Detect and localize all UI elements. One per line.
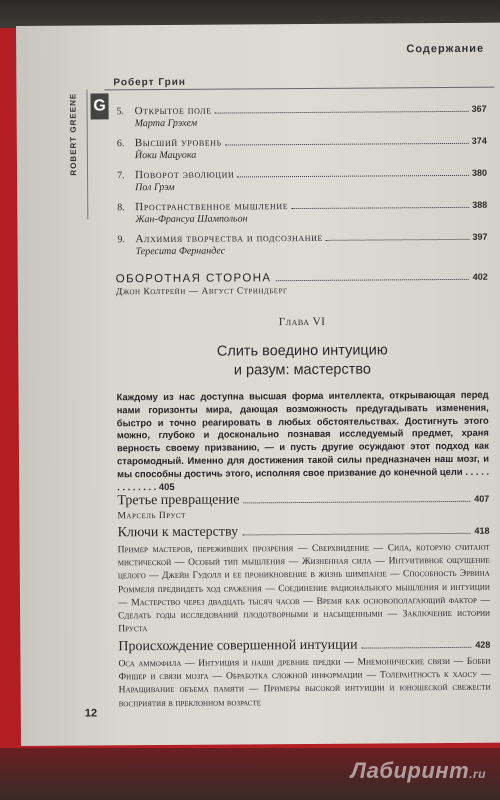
toc-entry-reverse[interactable] (116, 271, 488, 298)
entry-number: 6. (116, 138, 125, 150)
entry-title: Высший уровень (134, 136, 222, 150)
entry-author: Марта Грэхем (134, 117, 198, 130)
toc-entry[interactable] (117, 135, 487, 162)
entry-number: 7. (117, 170, 125, 182)
entry-page: 407 (474, 493, 490, 504)
entry-description: Пример мастеров, переживших прозрения — Сверхвидение — Сила, которую считают мистической — Особый тип мышления — Жизненная сила — Интуитивное ощущение целого — Джейн Гудолл и ее проникновение в жизнь шимпанзе — Способность Эрвина Роммеля предвидеть ход сражения — Соединение рационального мышления и интуиции — Мастерство через двадцать тысяч часов — Время как основополагающий фактор — Сделать годы исследований плодотворными и насыщенными — Заключение истории Пруста (117, 541, 491, 635)
entry-page: 405 (158, 480, 175, 492)
watermark-tld: .ru (469, 767, 486, 781)
leader-dots (362, 647, 472, 649)
entry-title: Пространственное мышление (135, 200, 289, 214)
toc-entry[interactable] (117, 199, 487, 226)
toc-section-perfect-intuition[interactable] (118, 637, 490, 710)
page-number: 12 (84, 707, 98, 720)
g-logo-icon: G (90, 93, 108, 119)
toc-section-third-transformation[interactable] (117, 491, 489, 522)
entry-title: Алхимия творчества и подсознание (135, 231, 324, 246)
leader-dots (242, 533, 470, 536)
entry-title: Ключи к мастерству (117, 524, 239, 541)
toc-section-keys-to-mastery[interactable] (117, 523, 490, 636)
chapter-intro (117, 389, 490, 494)
entry-title: Происхождение совершенной интуиции (118, 637, 358, 655)
chapter-label: Глава VI (278, 315, 326, 329)
leader-dots: . . . . . . . . . . . . . (117, 465, 490, 492)
entry-title: Открытое поле (134, 104, 212, 118)
leader-dots (326, 239, 469, 241)
leader-dots (237, 175, 469, 178)
entry-author: Джон Колтрейн — Август Стриндберг (115, 286, 288, 298)
leader-dots (244, 501, 471, 504)
entry-author: Жан-Франсуа Шампольон (135, 213, 248, 226)
entry-page: 428 (475, 639, 491, 650)
chapter-title (116, 341, 488, 382)
toc-entry[interactable] (117, 103, 487, 130)
entry-page: 418 (474, 525, 490, 536)
entry-page: 397 (472, 231, 488, 242)
entry-page: 367 (471, 103, 487, 114)
margin-rule (86, 90, 88, 220)
book-page (16, 23, 500, 746)
entry-number: 9. (117, 234, 126, 246)
leader-dots (275, 279, 468, 281)
toc-entry[interactable] (117, 231, 487, 258)
chapter-intro-text: Каждому из нас доступна высшая форма интеллекта, открывающая перед нами горизонты мира, дающая возможность предугадывать изменения, быстро и точно реагировать в любых обстоятельствах. Достигнуть этого можно, глубоко и досконально познавая исследуемый предмет, храня верность своему призванию, — и пусть другие осуждают этот подход как старомодный. Именно для достижения такой силы предназначен наш мозг, и мы способны достичь этого, исполняя свое призвание до конечной цели (116, 388, 490, 480)
entry-description: Оса аммофила — Интуиция и наши древние предки — Мнемонические связи — Бобби Фишер и связи мозга — Обработка сложной информации — Толерантность к хаосу — Наращивание объема памяти — Примеры высокой интуиции и юношеской свежести восприятия в преклонном возрасте (118, 655, 491, 709)
entry-author: Йоки Мацуока (134, 149, 197, 162)
section-title: Содержание (406, 42, 485, 56)
entry-title: Поворот эволюции (135, 168, 235, 182)
leader-dots (225, 143, 469, 146)
running-head: Роберт Грин (113, 76, 186, 89)
entry-page: 388 (472, 199, 488, 210)
spine-author-label: ROBERT GREENE (68, 92, 79, 176)
entry-title: ОБОРОТНАЯ СТОРОНА (115, 272, 272, 286)
entry-number: 5. (116, 106, 125, 118)
toc-entry[interactable] (117, 167, 487, 194)
entry-number: 8. (117, 202, 125, 214)
entry-title: Третье превращение (117, 492, 240, 509)
leader-dots (215, 111, 469, 114)
entry-author: Тересита Фернандес (135, 245, 226, 258)
entry-page: 402 (472, 271, 488, 282)
entry-author: Пол Грэм (135, 181, 175, 194)
entry-author: Марсель Пруст (117, 510, 186, 522)
labirint-watermark (351, 758, 486, 784)
watermark-name: Лабиринт (350, 758, 470, 783)
chapter-title-line: Слить воедино интуицию (216, 342, 388, 360)
entry-page: 374 (471, 135, 487, 146)
chapter-title-line: и разум: мастерство (233, 361, 371, 379)
entry-page: 380 (471, 167, 488, 178)
leader-dots (291, 207, 469, 209)
